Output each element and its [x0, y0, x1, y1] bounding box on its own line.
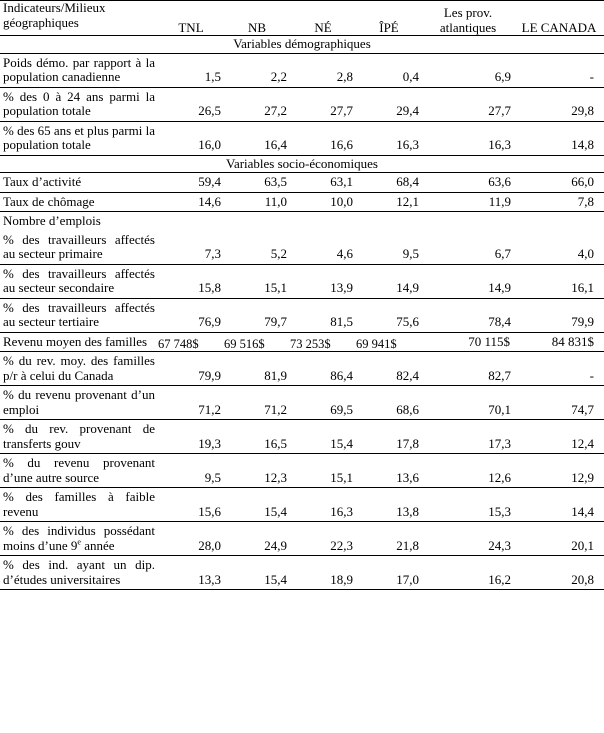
cell-atlantic: 6,9	[422, 53, 514, 87]
table-row	[0, 212, 604, 231]
cell-atlantic: 63,6	[422, 173, 514, 193]
cell-tnl: 16,0	[158, 121, 224, 155]
cell-nb: 24,9	[224, 522, 290, 556]
header-ipe: ÎPÉ	[356, 1, 422, 36]
cell-canada: 66,0	[514, 173, 604, 193]
cell-nb: 16,4	[224, 121, 290, 155]
cell-nb: 2,2	[224, 53, 290, 87]
cell-canada: 74,7	[514, 386, 604, 420]
row-label: Taux d’activité	[0, 173, 158, 193]
cell-nb: 79,7	[224, 298, 290, 332]
cell-ne: 27,7	[290, 87, 356, 121]
header-atlantic: Les prov. atlantiques	[422, 1, 514, 36]
cell-ipe: 29,4	[356, 87, 422, 121]
cell-tnl: 1,5	[158, 53, 224, 87]
row-label: % des 0 à 24 ans parmi la population totale	[0, 87, 158, 121]
cell-nb: 81,9	[224, 352, 290, 386]
section-row-demographic	[0, 36, 604, 54]
section-title-demographic: Variables démographiques	[0, 36, 604, 54]
row-label: % des 65 ans et plus parmi la population totale	[0, 121, 158, 155]
cell-ne: 15,1	[290, 454, 356, 488]
cell-canada: 7,8	[514, 192, 604, 212]
row-label: % du revenu provenant d’une autre source	[0, 454, 158, 488]
header-tnl: TNL	[158, 1, 224, 36]
row-label: % des travailleurs affectés au secteur tertiaire	[0, 298, 158, 332]
row-label-text: % des individus possédant moins d’une 9	[3, 523, 155, 553]
cell-ipe: 17,0	[356, 556, 422, 590]
cell-canada: -	[514, 352, 604, 386]
table-row	[0, 454, 604, 488]
cell-nb: 12,3	[224, 454, 290, 488]
cell-atlantic: 78,4	[422, 298, 514, 332]
cell-nb: 11,0	[224, 192, 290, 212]
cell-canada: 14,8	[514, 121, 604, 155]
row-label: % du revenu provenant d’un emploi	[0, 386, 158, 420]
section-row-socioeconomic	[0, 155, 604, 173]
cell-tnl: 59,4	[158, 173, 224, 193]
cell-nb: 5,2	[224, 231, 290, 265]
cell-nb: 27,2	[224, 87, 290, 121]
cell-ipe: 82,4	[356, 352, 422, 386]
cell-ne: 10,0	[290, 192, 356, 212]
cell-tnl: 79,9	[158, 352, 224, 386]
cell-ipe: 21,8	[356, 522, 422, 556]
cell-canada: 29,8	[514, 87, 604, 121]
cell-ne: 15,4	[290, 420, 356, 454]
cell-ipe: 68,6	[356, 386, 422, 420]
cell-ne: 86,4	[290, 352, 356, 386]
cell-canada: 12,4	[514, 420, 604, 454]
row-label-superscript: e	[77, 537, 81, 547]
cell-ipe: 14,9	[356, 264, 422, 298]
cell-ne: 13,9	[290, 264, 356, 298]
cell-atlantic: 14,9	[422, 264, 514, 298]
table-row	[0, 352, 604, 386]
cell-nb: 63,5	[224, 173, 290, 193]
header-canada: LE CANADA	[514, 1, 604, 36]
cell-ne: 81,5	[290, 298, 356, 332]
table-row	[0, 332, 604, 352]
cell-ne: 63,1	[290, 173, 356, 193]
cell-nb: 15,4	[224, 488, 290, 522]
header-nb: NB	[224, 1, 290, 36]
cell-ipe: 68,4	[356, 173, 422, 193]
cell-canada: 14,4	[514, 488, 604, 522]
cell-ne: 16,3	[290, 488, 356, 522]
cell-canada: 20,8	[514, 556, 604, 590]
cell-canada: 4,0	[514, 231, 604, 265]
row-label: % des travailleurs affectés au secteur primaire	[0, 231, 158, 265]
cell-atlantic: 82,7	[422, 352, 514, 386]
row-label: % des ind. ayant un dip. d’études universitaires	[0, 556, 158, 590]
cell-ipe: 9,5	[356, 231, 422, 265]
row-label: % du rev. moy. des familles p/r à celui du Canada	[0, 352, 158, 386]
section-title-socioeconomic: Variables socio-économiques	[0, 155, 604, 173]
row-label: % des familles à faible revenu	[0, 488, 158, 522]
cell-tnl: 13,3	[158, 556, 224, 590]
table-row	[0, 53, 604, 87]
cell-ipe: 13,8	[356, 488, 422, 522]
cell-tnl: 14,6	[158, 192, 224, 212]
cell-atlantic: 27,7	[422, 87, 514, 121]
cell-ipe: 0,4	[356, 53, 422, 87]
table-row	[0, 386, 604, 420]
table-row	[0, 556, 604, 590]
row-label	[0, 522, 158, 556]
cell-atlantic: 70 115$	[422, 332, 514, 352]
cell-ipe: 16,3	[356, 121, 422, 155]
row-label-suffix: année	[80, 537, 115, 553]
cell-atlantic: 11,9	[422, 192, 514, 212]
cell-nb: 15,1	[224, 264, 290, 298]
header-ne: NÉ	[290, 1, 356, 36]
table-row	[0, 522, 604, 556]
cell-ne: 4,6	[290, 231, 356, 265]
cell-tnl: 76,9	[158, 298, 224, 332]
table-row	[0, 264, 604, 298]
cell-tnl: 28,0	[158, 522, 224, 556]
cell-ipe: 75,6	[356, 298, 422, 332]
cell-atlantic: 16,2	[422, 556, 514, 590]
cell-ne: 73 253$	[290, 332, 356, 352]
cell-ipe: 17,8	[356, 420, 422, 454]
cell-nb: 15,4	[224, 556, 290, 590]
cell-tnl: 15,8	[158, 264, 224, 298]
row-label: % des travailleurs affectés au secteur secondaire	[0, 264, 158, 298]
table-row	[0, 192, 604, 212]
cell-ipe: 69 941$	[356, 332, 422, 352]
table-row	[0, 121, 604, 155]
cell-atlantic: 16,3	[422, 121, 514, 155]
cell-atlantic: 15,3	[422, 488, 514, 522]
row-label: Nombre d’emplois	[3, 213, 101, 228]
cell-ipe: 12,1	[356, 192, 422, 212]
row-label: Revenu moyen des familles	[0, 332, 158, 352]
cell-ne: 18,9	[290, 556, 356, 590]
cell-atlantic: 17,3	[422, 420, 514, 454]
cell-tnl: 9,5	[158, 454, 224, 488]
cell-ne: 16,6	[290, 121, 356, 155]
cell-nb: 69 516$	[224, 332, 290, 352]
header-indicators: Indicateurs/Milieux géographiques	[0, 1, 158, 36]
cell-canada: -	[514, 53, 604, 87]
cell-ne: 22,3	[290, 522, 356, 556]
row-label: Taux de chômage	[0, 192, 158, 212]
cell-tnl: 15,6	[158, 488, 224, 522]
cell-tnl: 71,2	[158, 386, 224, 420]
cell-canada: 79,9	[514, 298, 604, 332]
cell-nb: 71,2	[224, 386, 290, 420]
cell-canada: 84 831$	[514, 332, 604, 352]
cell-tnl: 67 748$	[158, 332, 224, 352]
cell-nb: 16,5	[224, 420, 290, 454]
table-row	[0, 173, 604, 193]
cell-tnl: 26,5	[158, 87, 224, 121]
table-row	[0, 87, 604, 121]
cell-atlantic: 12,6	[422, 454, 514, 488]
table-row	[0, 420, 604, 454]
cell-tnl: 19,3	[158, 420, 224, 454]
row-label: % du rev. provenant de transferts gouv	[0, 420, 158, 454]
cell-ne: 69,5	[290, 386, 356, 420]
cell-canada: 12,9	[514, 454, 604, 488]
cell-atlantic: 70,1	[422, 386, 514, 420]
table-row	[0, 488, 604, 522]
row-label: Poids démo. par rapport à la population canadienne	[0, 53, 158, 87]
cell-ne: 2,8	[290, 53, 356, 87]
table-row	[0, 298, 604, 332]
cell-tnl: 7,3	[158, 231, 224, 265]
header-row	[0, 1, 604, 36]
cell-atlantic: 6,7	[422, 231, 514, 265]
cell-atlantic: 24,3	[422, 522, 514, 556]
cell-canada: 16,1	[514, 264, 604, 298]
cell-canada: 20,1	[514, 522, 604, 556]
table-row	[0, 231, 604, 265]
cell-ipe: 13,6	[356, 454, 422, 488]
